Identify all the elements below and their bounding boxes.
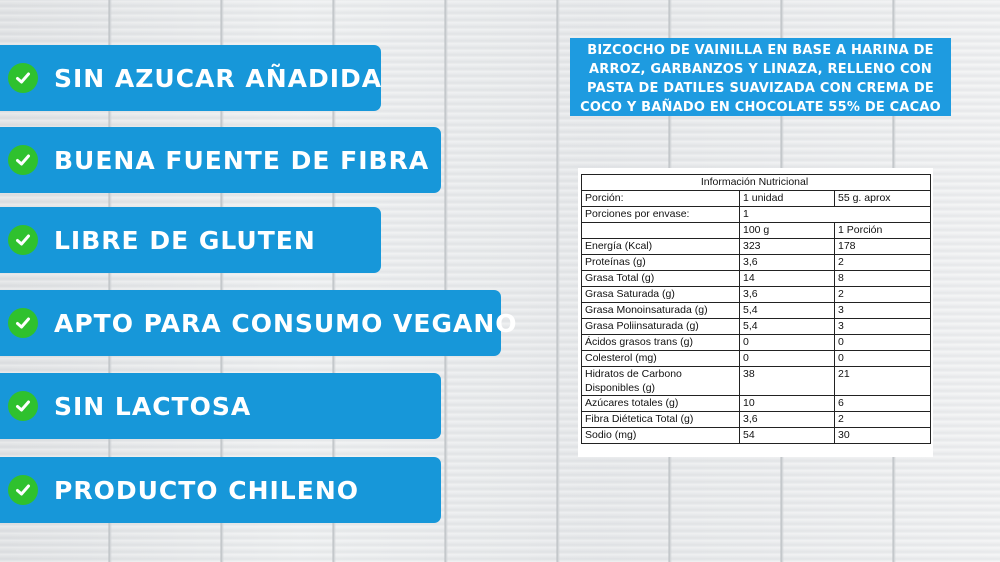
nutrient-per-portion: 3 [835, 303, 931, 319]
benefit-producto-chileno [0, 457, 441, 523]
header-empty [582, 223, 740, 239]
nutrient-per-100g: 10 [740, 396, 835, 412]
table-title: Información Nutricional [582, 175, 931, 191]
nutrient-per-100g: 0 [740, 351, 835, 367]
nutrition-facts-panel [578, 168, 933, 457]
nutrient-per-100g: 3,6 [740, 287, 835, 303]
nutrient-name: Azúcares totales (g) [582, 396, 740, 412]
nutrient-per-100g: 54 [740, 428, 835, 444]
nutrient-per-100g: 14 [740, 271, 835, 287]
nutrient-per-portion: 30 [835, 428, 931, 444]
servings-label: Porciones por envase: [582, 207, 740, 223]
benefit-label: APTO PARA CONSUMO VEGANO [54, 308, 518, 338]
table-row [582, 319, 931, 335]
nutrient-per-portion: 2 [835, 255, 931, 271]
nutrient-per-portion: 178 [835, 239, 931, 255]
check-circle-icon [8, 63, 38, 93]
benefit-label: SIN LACTOSA [54, 391, 252, 421]
nutrient-per-100g: 38 [740, 367, 835, 396]
table-row [582, 271, 931, 287]
nutrient-name: Grasa Total (g) [582, 271, 740, 287]
nutrient-per-100g: 3,6 [740, 255, 835, 271]
nutrient-per-portion: 2 [835, 287, 931, 303]
check-circle-icon [8, 391, 38, 421]
table-row [582, 287, 931, 303]
check-circle-icon [8, 145, 38, 175]
nutrient-name: Energía (Kcal) [582, 239, 740, 255]
nutrient-name: Colesterol (mg) [582, 351, 740, 367]
nutrient-name: Grasa Saturada (g) [582, 287, 740, 303]
table-row [582, 303, 931, 319]
nutrient-per-portion: 0 [835, 335, 931, 351]
nutrient-name: Fibra Diétetica Total (g) [582, 412, 740, 428]
nutrient-per-portion: 0 [835, 351, 931, 367]
benefit-label: SIN AZUCAR AÑADIDA [54, 63, 383, 93]
table-row [582, 428, 931, 444]
header-portion: 1 Porción [835, 223, 931, 239]
nutrient-name: Proteínas (g) [582, 255, 740, 271]
benefit-label: BUENA FUENTE DE FIBRA [54, 145, 430, 175]
table-row [582, 255, 931, 271]
servings-row [582, 207, 931, 223]
benefit-apto-vegano [0, 290, 518, 356]
table-row [582, 412, 931, 428]
benefit-sin-lactosa [0, 373, 441, 439]
nutrient-name: Grasa Poliinsaturada (g) [582, 319, 740, 335]
benefit-libre-gluten [0, 207, 381, 273]
column-header-row [582, 223, 931, 239]
portion-weight: 55 g. aprox [835, 191, 931, 207]
nutrition-table [581, 174, 931, 444]
portion-row [582, 191, 931, 207]
benefit-sin-azucar [0, 45, 381, 111]
nutrient-name: Hidratos de Carbono Disponibles (g) [582, 367, 740, 396]
nutrient-per-portion: 3 [835, 319, 931, 335]
table-row [582, 335, 931, 351]
check-circle-icon [8, 475, 38, 505]
nutrient-name: Ácidos grasos trans (g) [582, 335, 740, 351]
table-title-row [582, 175, 931, 191]
benefit-label: PRODUCTO CHILENO [54, 475, 359, 505]
nutrient-per-portion: 2 [835, 412, 931, 428]
nutrient-name: Grasa Monoinsaturada (g) [582, 303, 740, 319]
table-row [582, 239, 931, 255]
product-description: BIZCOCHO DE VAINILLA EN BASE A HARINA DE ARROZ, GARBANZOS Y LINAZA, RELLENO CON PASTA DE DATILES SUAVIZADA CON CREMA DE COCO Y BAÑADO EN CHOCOLATE 55% DE CACAO [570, 38, 951, 116]
table-row [582, 351, 931, 367]
table-row [582, 396, 931, 412]
check-circle-icon [8, 308, 38, 338]
nutrient-per-portion: 8 [835, 271, 931, 287]
servings-value: 1 [740, 207, 931, 223]
nutrient-name: Sodio (mg) [582, 428, 740, 444]
portion-value: 1 unidad [740, 191, 835, 207]
nutrient-per-100g: 3,6 [740, 412, 835, 428]
nutrient-per-portion: 21 [835, 367, 931, 396]
benefit-label: LIBRE DE GLUTEN [54, 225, 316, 255]
benefit-fuente-fibra [0, 127, 441, 193]
portion-label: Porción: [582, 191, 740, 207]
check-circle-icon [8, 225, 38, 255]
table-row [582, 367, 931, 396]
nutrient-per-100g: 5,4 [740, 319, 835, 335]
header-100g: 100 g [740, 223, 835, 239]
nutrient-per-100g: 5,4 [740, 303, 835, 319]
nutrient-per-portion: 6 [835, 396, 931, 412]
nutrient-per-100g: 0 [740, 335, 835, 351]
nutrient-per-100g: 323 [740, 239, 835, 255]
